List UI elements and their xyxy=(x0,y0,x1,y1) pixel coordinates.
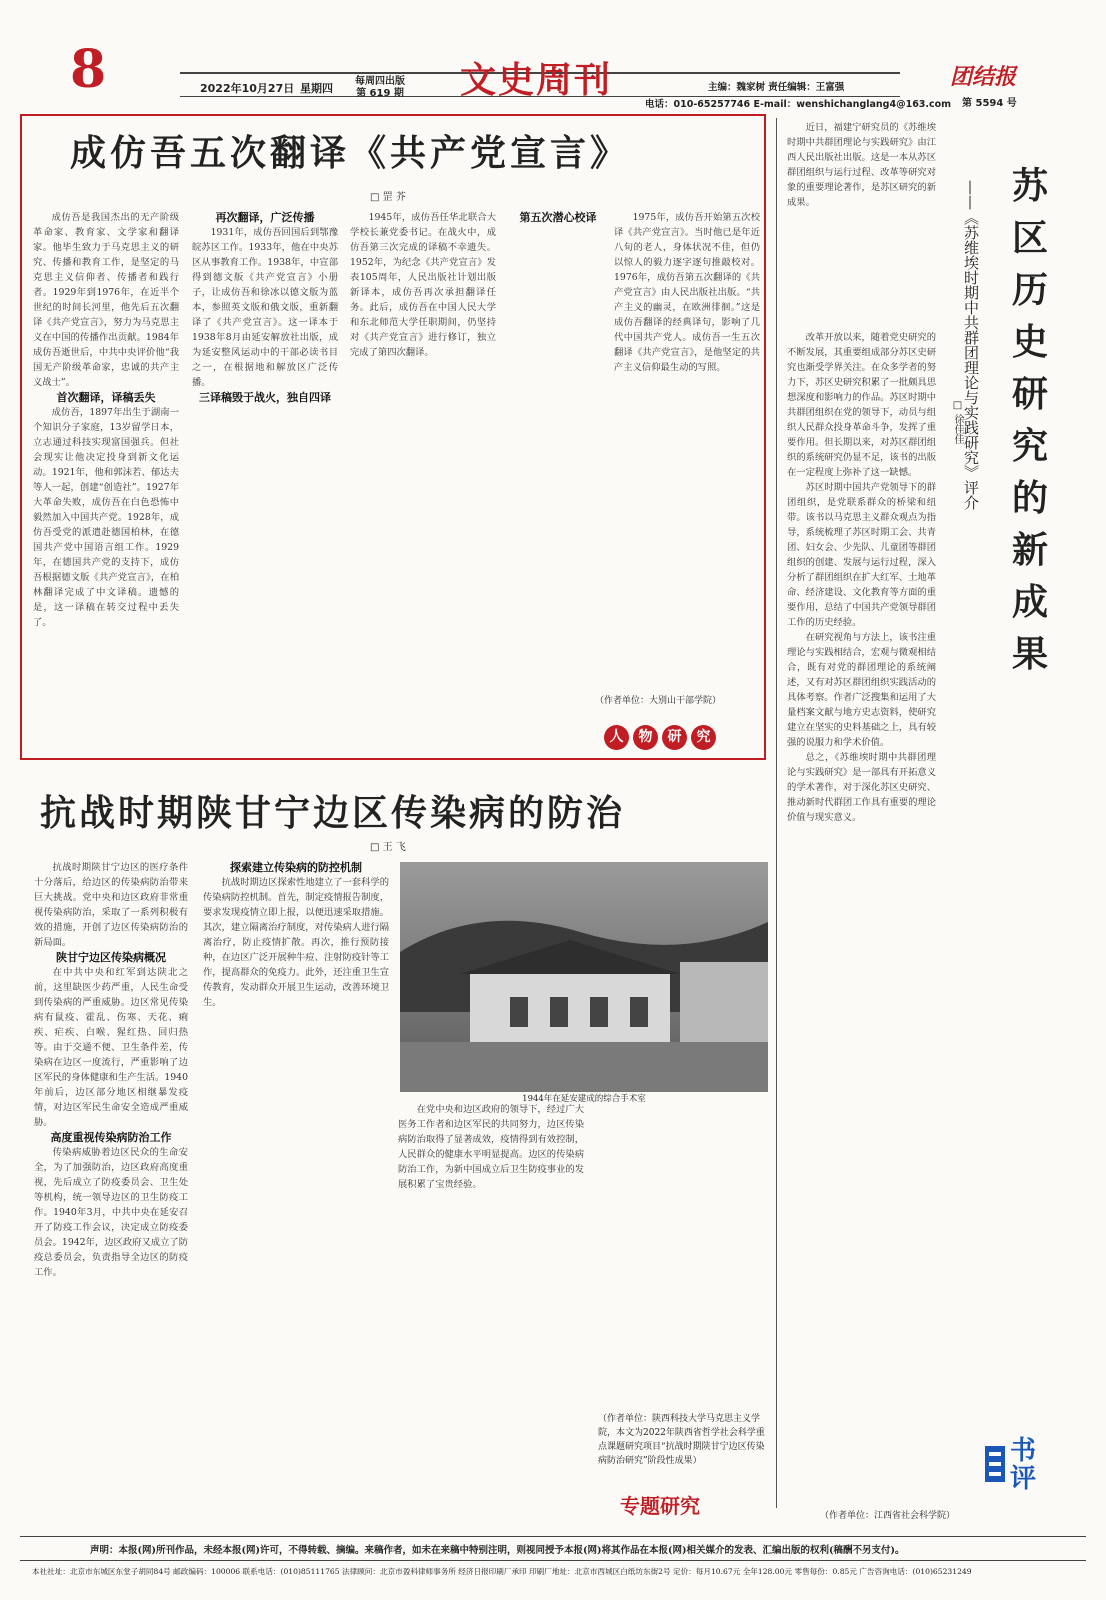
banner-char: 物 xyxy=(633,725,658,750)
footer-notice: 声明：本报(网)所刊作品，未经本报(网)许可，不得转载、摘编。来稿作者，如未在来稿中特别注明，则视同授予本报(网)将其作品在本报(网)相关媒介的发表、汇编出版的权利(稿酬不另支付)。 xyxy=(90,1545,905,1556)
footer-rule xyxy=(20,1536,1086,1537)
article2-paragraph: 近日，福建宁研究员的《苏维埃时期中共群团理论与实践研究》由江西人民出版社出版。这是一本从苏区群团组织与运行过程、改革等研究对象的重要理论著作，是苏区研究的新成果。 xyxy=(787,122,936,208)
article3-subhead: 探索建立传染病的防控机制 xyxy=(230,861,362,874)
paper-issue: 第 5594 号 xyxy=(962,98,1017,109)
article1-column xyxy=(350,210,496,750)
article2-paragraph: 改革开放以来，随着党史研究的不断发展，其重要组成部分苏区史研究也渐受学界关注。在众多学者的努力下，苏区史研究积累了一批颇具思想深度和影响力的作品。苏区时期中共群团组织在党的领导下，动员与组织人民群众投身革命斗争，发挥了重要作用。但长期以来，对苏区群团组织的系统研究仍显不足，该书的出版在一定程度上弥补了这一缺憾。 xyxy=(787,332,936,478)
article2-paragraph: 苏区时期中国共产党领导下的群团组织，是党联系群众的桥梁和纽带。该书以马克思主义群众观点为指导，系统梳理了苏区时期工会、共青团、妇女会、少先队、儿童团等群团组织的创建、发展与运行过程，深入分析了群团组织在扩大红军、土地革命、经济建设、文化教育等方面的重要作用，总结了中国共产党领导群团工作的历史经验。 xyxy=(787,482,936,628)
contact-info: 电话：010-65257746 E-mail：wenshichanglang4@163.com xyxy=(645,99,952,110)
article3-column xyxy=(34,860,188,1520)
article1-paragraph: 1975年，成仿吾开始第五次校译《共产党宣言》。当时他已是年近八旬的老人，身体状况不佳，但仍以惊人的毅力逐字逐句推敲校对。1976年，成仿吾第五次翻译的《共产党宣言》由人民出版社出版。“共产主义的幽灵，在欧洲徘徊。”这是成仿吾翻译的经典译句，影响了几代中国共产党人。成仿吾一生五次翻译《共产党宣言》，是他坚定的共产主义信仰最生动的写照。 xyxy=(614,212,760,373)
article1-subhead: 首次翻译，译稿丢失 xyxy=(56,391,156,404)
article3-intro: 抗战时期陕甘宁边区的医疗条件十分落后，给边区的传染病防治带来巨大挑战。党中央和边区政府非常重视传染病防治，采取了一系列积极有效的措施，开创了边区传染病防治的新局面。 xyxy=(34,862,188,948)
article2-column xyxy=(787,120,936,1500)
article2-subtitle: ——《苏维埃时期中共群团理论与实践研究》评介 xyxy=(962,180,980,510)
article1-paragraph: 成仿吾，1897年出生于湖南一个知识分子家庭，13岁留学日本，立志通过科技实现富国强兵。但社会现实让他决定投身到新文化运动。1921年，他和郭沫若、郁达夫等人一起，创建“创造社”。1927年大革命失败，成仿吾在白色恐怖中毅然加入中国共产党。1928年，成仿吾受党的派遣赴德国柏林，在德国共产党中国语言组工作。1929年，在德国共产党的支持下，成仿吾根据德文版《共产党宣言》，在柏林翻译完成了中文译稿。遗憾的是，这一译稿在转交过程中丢失了。 xyxy=(33,407,179,628)
issue-date: 2022年10月27日 xyxy=(200,82,295,95)
article3-subhead: 高度重视传染病防治工作 xyxy=(50,1131,172,1144)
article3-column xyxy=(398,1102,584,1520)
article1-paragraph: 1945年，成仿吾任华北联合大学校长兼党委书记。在战火中，成仿吾第三次完成的译稿不幸遗失。1952年，为纪念《共产党宣言》发表105周年，人民出版社计划出版新译本，成仿吾再次承担翻译任务。此后，成仿吾在中国人民大学和东北师范大学任职期间，仍坚持对《共产党宣言》进行修订，独立完成了第四次翻译。 xyxy=(350,212,496,358)
article2-paragraph: 总之，《苏维埃时期中共群团理论与实践研究》是一部具有开拓意义的学术著作，对于深化苏区史研究、推动新时代群团工作具有重要的理论价值与现实意义。 xyxy=(787,752,936,823)
people-research-banner xyxy=(604,725,720,750)
article3-title: 抗战时期陕甘宁边区传染病的防治 xyxy=(40,792,626,834)
article1-column xyxy=(192,210,338,750)
historical-photo xyxy=(400,862,768,1092)
article2-paragraph: 在研究视角与方法上，该书注重理论与实践相结合，宏观与微观相结合，既有对党的群团理论的系统阐述，又有对苏区群团组织实践活动的具体考察。作者广泛搜集和运用了大量档案文献与地方史志资料，使研究建立在坚实的史料基础之上，具有较强的说服力和学术价值。 xyxy=(787,632,936,748)
article1-column xyxy=(614,210,760,680)
article3-paragraph: 传染病威胁着边区民众的生命安全，为了加强防治，边区政府高度重视，先后成立了防疫委员会、卫生处等机构，统一领导边区的卫生防疫工作。1940年3月，中共中央在延安召开了防疫工作会议，决定成立防疫委员会。1942年，边区政府又成立了防疫总委员会，负责指导全边区的防疫工作。 xyxy=(34,1147,188,1278)
footer-rule xyxy=(20,1560,1086,1561)
banner-char: 究 xyxy=(691,725,716,750)
article3-paragraph: 在中共中央和红军到达陕北之前，这里缺医少药严重，人民生命受到传染病的严重威胁。边区常见传染病有鼠疫、霍乱、伤寒、天花、痢疾、疟疾、白喉、猩红热、回归热等。由于交通不便、卫生条件差，传染病在边区一度流行，严重影响了边区军民的身体健康和生产生活。1940年前后，边区部分地区相继暴发疫情，对边区军民生命安全造成严重威胁。 xyxy=(34,967,188,1128)
column-title: 文史周刊 xyxy=(460,59,613,101)
article2-source: （作者单位：江西省社会科学院） xyxy=(820,1511,956,1521)
article1-paragraph: 1931年，成仿吾回国后到鄂豫皖苏区工作。1933年，他在中央苏区从事教育工作。1938年，中宣部得到德文版《共产党宣言》小册子，让成仿吾和徐冰以德文版为蓝本，参照英文版和俄文版，重新翻译了《共产党宣言》。这一译本于1938年8月由延安解放社出版，成为延安整风运动中的干部必读书目之一，在根据地和解放区广泛传播。 xyxy=(192,227,338,388)
banner-char: 研 xyxy=(662,725,687,750)
section-badge-label: 每周四出版 xyxy=(355,76,405,87)
article3-source: （作者单位：陕西科技大学马克思主义学院，本文为2022年陕西省哲学社会科学重点课题研究项目“抗战时期陕甘宁边区传染病防治研究”阶段性成果） xyxy=(598,1414,765,1466)
article3-paragraph: 在党中央和边区政府的领导下，经过广大医务工作者和边区军民的共同努力，边区传染病防治取得了显著成效，疫情得到有效控制，人民群众的健康水平明显提高。边区的传染病防治工作，为新中国成立后卫生防疫事业的发展积累了宝贵经验。 xyxy=(398,1104,584,1190)
topic-research-banner: 专题研究 xyxy=(620,1494,700,1518)
section-badge xyxy=(355,76,405,100)
article1-subhead: 再次翻译，广泛传播 xyxy=(215,211,315,224)
article1-column xyxy=(33,210,179,750)
article3-author: □ 王 飞 xyxy=(370,842,406,853)
editor-info: 主编：魏家树 责任编辑：王富强 xyxy=(708,82,845,93)
article1-subhead: 第五次潜心校译 xyxy=(519,211,597,224)
article3-subhead: 陕甘宁边区传染病概况 xyxy=(56,951,166,964)
article3-paragraph: 抗战时期边区探索性地建立了一套科学的传染病防控机制。首先，制定疫情报告制度，要求发现疫情立即上报，以便迅速采取措施。其次，建立隔离治疗制度，对传染病人进行隔离治疗，防止疫情扩散。再次，推行预防接种，在边区广泛开展种牛痘、注射防疫针等工作，提高群众的免疫力。此外，还注重卫生宣传教育，发动群众开展卫生运动，改善环境卫生。 xyxy=(203,877,389,1008)
paper-logo: 团结报 xyxy=(950,64,1017,90)
banner-char: 人 xyxy=(604,725,629,750)
article1-subhead: 三译稿毁于战火，独自四译 xyxy=(199,391,331,404)
page-number: 8 xyxy=(70,39,107,100)
article1-author: □ 罡 芥 xyxy=(370,192,406,203)
article1-intro: 成仿吾是我国杰出的无产阶级革命家、教育家、文学家和翻译家。他毕生致力于马克思主义的研究、传播和教育工作，是坚定的马克思主义信仰者、传播者和践行者。1929年到1976年，在近半个世纪的时间长河里，他先后五次翻译《共产党宣言》，努力为马克思主义在中国的传播作出贡献。1984年成仿吾逝世后，中共中央评价他“我国无产阶级革命家，忠诚的共产主义战士”。 xyxy=(33,212,179,388)
footer-imprint: 本社社址：北京市东城区东堂子胡同84号 邮政编码：100006 联系电话：(010)85111765 法律顾问：北京市盈科律师事务所 经济日报印刷厂承印 印刷厂地址：北京市西城区白纸坊东街2号 定价：每月10.67元 全年128.00元 零售每份：0.85元 广告咨询电话：(010)65231249 xyxy=(32,1567,972,1576)
book-review-label: 书 xyxy=(1010,1436,1037,1466)
issue-weekday: 星期四 xyxy=(300,82,333,95)
photo-caption: 1944年在延安建成的综合手术室 xyxy=(522,1094,646,1104)
book-review-label: 评 xyxy=(1010,1464,1037,1494)
article1-source: （作者单位：大别山干部学院） xyxy=(595,696,722,706)
article3-column xyxy=(203,860,389,1520)
column-divider xyxy=(776,118,777,1508)
article1-title: 成仿吾五次翻译《共产党宣言》 xyxy=(70,132,631,174)
section-issue: 第 619 期 xyxy=(356,88,404,99)
article2-author: □ 徐佳佳 xyxy=(952,400,963,445)
article1-column xyxy=(508,210,608,750)
article2-title: 苏区历史研究的新成果 xyxy=(1011,165,1048,675)
